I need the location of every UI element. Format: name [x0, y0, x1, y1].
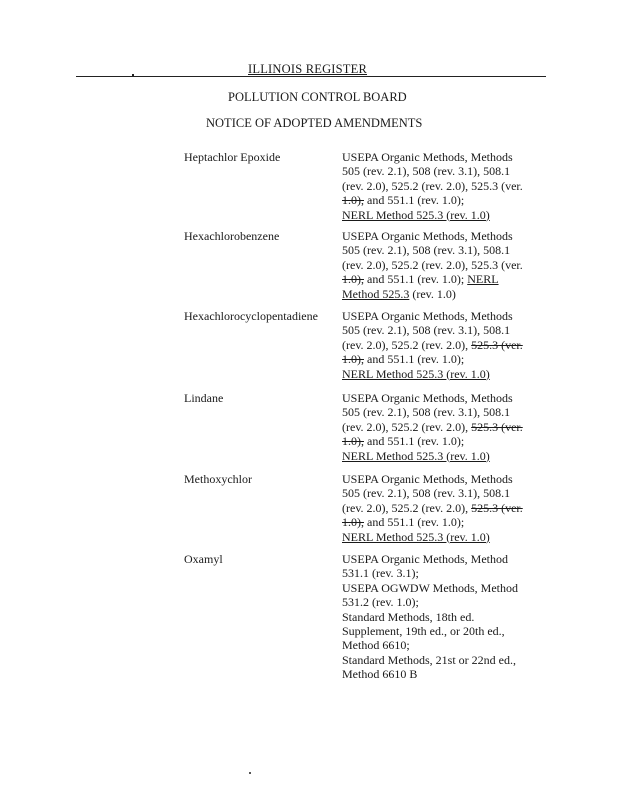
method-segment: USEPA Organic Methods, Methods	[342, 391, 513, 405]
method-line	[342, 338, 542, 352]
method-line	[342, 420, 542, 434]
method-segment: (rev. 1.0)	[409, 286, 456, 301]
method-text	[342, 309, 542, 381]
method-line	[342, 449, 542, 463]
footer-mark	[249, 772, 251, 774]
header-rule-mark	[132, 74, 134, 76]
contaminant-name: Lindane	[184, 391, 224, 405]
method-segment: USEPA Organic Methods, Methods	[342, 472, 513, 486]
method-segment: USEPA Organic Methods, Methods	[342, 150, 513, 164]
method-line	[342, 323, 542, 337]
method-line	[342, 179, 542, 193]
inserted-text: NERL Method 525.3 (rev. 1.0)	[342, 448, 490, 463]
method-text	[342, 229, 542, 301]
inserted-text: NERL	[467, 272, 499, 287]
board-title: POLLUTION CONTROL BOARD	[228, 90, 407, 104]
method-line	[342, 287, 542, 301]
method-segment: USEPA Organic Methods, Method	[342, 552, 509, 566]
method-line	[342, 367, 542, 381]
register-title: ILLINOIS REGISTER	[248, 62, 368, 76]
method-segment: 531.2 (rev. 1.0);	[342, 595, 419, 610]
method-segment: USEPA OGWDW Methods, Method	[342, 580, 519, 595]
method-line	[342, 434, 542, 448]
method-line	[342, 501, 542, 515]
method-segment: 505 (rev. 2.1), 508 (rev. 3.1), 508.1	[342, 486, 511, 501]
method-line	[342, 515, 542, 529]
method-segment: Method 6610;	[342, 638, 410, 653]
inserted-text: Method 525.3	[342, 286, 410, 301]
contaminant-name: Hexachlorocyclopentadiene	[184, 309, 318, 323]
method-line	[342, 405, 542, 419]
method-segment: Method 6610 B	[342, 667, 418, 682]
method-line	[342, 472, 542, 486]
method-segment: 531.1 (rev. 3.1);	[342, 566, 419, 581]
method-text	[342, 391, 542, 463]
method-segment: (rev. 2.0), 525.2 (rev. 2.0),	[342, 500, 472, 515]
method-segment: (rev. 2.0), 525.2 (rev. 2.0),	[342, 337, 472, 352]
method-line	[342, 243, 542, 257]
method-text	[342, 472, 542, 544]
contaminant-name: Methoxychlor	[184, 472, 252, 486]
method-line	[342, 208, 542, 222]
contaminant-name: Oxamyl	[184, 552, 223, 566]
method-line	[342, 150, 542, 164]
method-segment: 505 (rev. 2.1), 508 (rev. 3.1), 508.1	[342, 323, 511, 338]
method-segment: and 551.1 (rev. 1.0);	[364, 193, 465, 208]
method-line	[342, 581, 542, 595]
deleted-text: 525.3 (ver.	[471, 419, 523, 434]
method-text	[342, 552, 542, 682]
method-line	[342, 595, 542, 609]
method-segment: Supplement, 19th ed., or 20th ed.,	[342, 624, 505, 639]
method-segment: and 551.1 (rev. 1.0);	[364, 515, 465, 530]
method-line	[342, 530, 542, 544]
method-text	[342, 150, 542, 222]
deleted-text: 1.0),	[342, 434, 364, 449]
method-line	[342, 164, 542, 178]
method-line	[342, 566, 542, 580]
method-segment: Standard Methods, 18th ed.	[342, 609, 475, 624]
method-segment: and 551.1 (rev. 1.0);	[364, 434, 465, 449]
method-line	[342, 552, 542, 566]
method-line	[342, 193, 542, 207]
method-line	[342, 638, 542, 652]
deleted-text: 525.3 (ver.	[471, 337, 523, 352]
method-segment: (rev. 2.0), 525.2 (rev. 2.0),	[342, 419, 472, 434]
contaminant-name: Heptachlor Epoxide	[184, 150, 281, 164]
method-line	[342, 272, 542, 286]
method-line	[342, 309, 542, 323]
deleted-text: 525.3 (ver.	[471, 500, 523, 515]
method-segment: 505 (rev. 2.1), 508 (rev. 3.1), 508.1	[342, 164, 511, 179]
method-segment: 505 (rev. 2.1), 508 (rev. 3.1), 508.1	[342, 243, 511, 258]
method-segment: (rev. 2.0), 525.2 (rev. 2.0), 525.3 (ver.	[342, 178, 523, 193]
inserted-text: NERL Method 525.3 (rev. 1.0)	[342, 529, 490, 544]
deleted-text: 1.0),	[342, 515, 364, 530]
deleted-text: 1.0),	[342, 193, 364, 208]
method-line	[342, 486, 542, 500]
method-line	[342, 229, 542, 243]
method-line	[342, 624, 542, 638]
inserted-text: NERL Method 525.3 (rev. 1.0)	[342, 207, 490, 222]
method-line	[342, 667, 542, 681]
method-segment: and 551.1 (rev. 1.0);	[364, 272, 468, 287]
method-segment: 505 (rev. 2.1), 508 (rev. 3.1), 508.1	[342, 405, 511, 420]
deleted-text: 1.0),	[342, 352, 364, 367]
inserted-text: NERL Method 525.3 (rev. 1.0)	[342, 366, 490, 381]
deleted-text: 1.0),	[342, 272, 364, 287]
notice-title: NOTICE OF ADOPTED AMENDMENTS	[206, 116, 423, 130]
method-line	[342, 352, 542, 366]
method-line	[342, 610, 542, 624]
method-line	[342, 653, 542, 667]
method-segment: USEPA Organic Methods, Methods	[342, 229, 513, 243]
method-segment: and 551.1 (rev. 1.0);	[364, 352, 465, 367]
method-line	[342, 391, 542, 405]
method-segment: (rev. 2.0), 525.2 (rev. 2.0), 525.3 (ver.	[342, 257, 523, 272]
contaminant-name: Hexachlorobenzene	[184, 229, 280, 243]
method-segment: USEPA Organic Methods, Methods	[342, 309, 513, 323]
method-segment: Standard Methods, 21st or 22nd ed.,	[342, 652, 516, 667]
method-line	[342, 258, 542, 272]
